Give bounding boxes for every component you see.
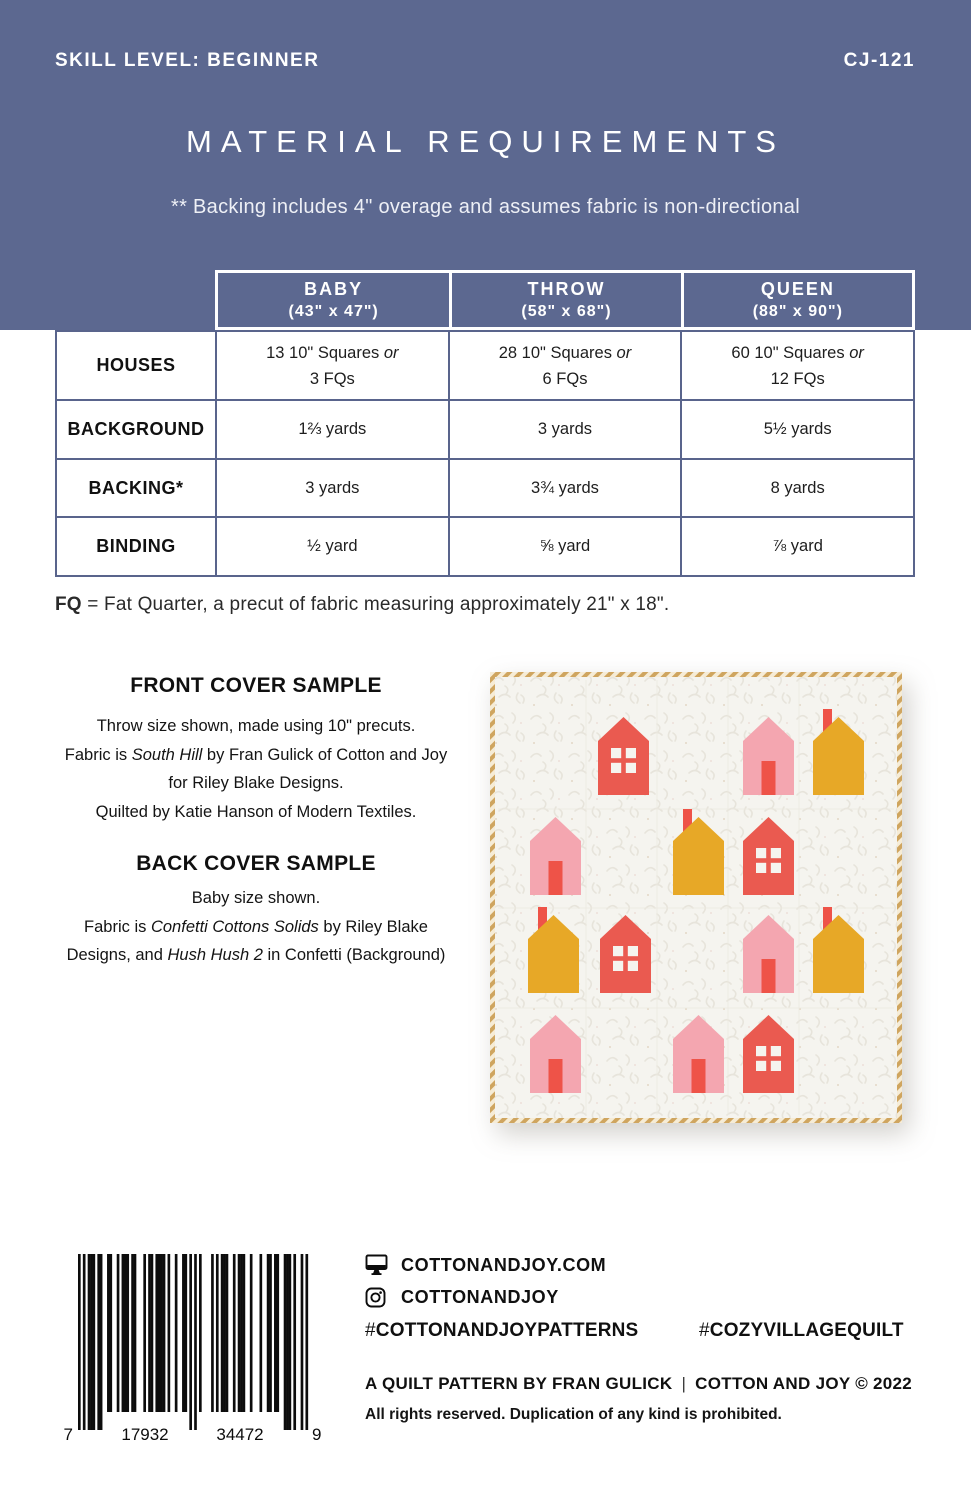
column-name: THROW	[527, 279, 606, 300]
table-row-backing	[56, 459, 914, 517]
column-size: (88" x 90")	[752, 303, 843, 321]
quilt-photo	[490, 672, 902, 1123]
cell-binding-baby: ½ yard	[216, 517, 449, 576]
instagram-row	[365, 1287, 559, 1308]
website-row	[365, 1254, 606, 1276]
cell-backing-baby: 3 yards	[216, 459, 449, 517]
cell-background-throw: 3 yards	[449, 400, 682, 459]
divider: |	[681, 1374, 687, 1393]
front-cover-sample-heading: FRONT COVER SAMPLE	[130, 674, 382, 697]
table-row-background	[56, 400, 914, 459]
cell-background-queen: 5½ yards	[681, 400, 914, 459]
cell-binding-throw: ⅝ yard	[449, 517, 682, 576]
instagram-handle: COTTONANDJOY	[401, 1287, 559, 1307]
barcode-digit-right: 9	[312, 1425, 322, 1444]
column-name: QUEEN	[760, 279, 835, 300]
pattern-code: CJ-121	[843, 50, 915, 71]
skill-level-label: SKILL LEVEL: BEGINNER	[55, 50, 320, 71]
front-cover-sample-text	[30, 712, 482, 826]
hashtag-quilt: #COZYVILLAGEQUILT	[699, 1320, 904, 1341]
sample-line: Designs, and Hush Hush 2 in Confetti (Background)	[66, 946, 446, 964]
size-column-headers	[215, 270, 915, 330]
column-name: BABY	[304, 279, 364, 300]
rights-line: All rights reserved. Duplication of any kind is prohibited.	[365, 1406, 782, 1423]
row-label-background: BACKGROUND	[56, 400, 216, 459]
credit-line: A QUILT PATTERN BY FRAN GULICK | COTTON AND JOY © 2022	[365, 1374, 913, 1393]
cell-background-baby: 1⅔ yards	[216, 400, 449, 459]
sample-line: Fabric is Confetti Cottons Solids by Riley Blake	[84, 917, 428, 936]
row-label-houses: HOUSES	[56, 331, 216, 400]
table-row-binding	[56, 517, 914, 576]
cell-binding-queen: ⅞ yard	[681, 517, 914, 576]
table-row-houses	[56, 331, 914, 400]
hashtag-patterns: #COTTONANDJOYPATTERNS	[365, 1320, 639, 1341]
sample-line: Throw size shown, made using 10" precuts.	[96, 717, 416, 735]
sample-line: Fabric is South Hill by Fran Gulick of Cotton and Joy	[64, 745, 448, 764]
cell-houses-baby: 13 10" Squares or 3 FQs	[216, 331, 449, 400]
material-requirements-table	[55, 330, 915, 577]
column-header-baby	[218, 273, 449, 327]
cell-houses-queen: 60 10" Squares or 12 FQs	[681, 331, 914, 400]
row-label-binding: BINDING	[56, 517, 216, 576]
cell-backing-queen: 8 yards	[681, 459, 914, 517]
header-band	[0, 0, 971, 330]
column-header-throw	[449, 273, 680, 327]
instagram-icon	[365, 1287, 386, 1308]
column-size: (58" x 68")	[521, 303, 612, 321]
sample-line: for Riley Blake Designs.	[168, 774, 344, 792]
barcode-digits-group1: 17932	[121, 1425, 169, 1444]
cell-houses-throw: 28 10" Squares or 6 FQs	[449, 331, 682, 400]
back-cover-sample-text	[30, 884, 482, 970]
fq-definition: FQ = Fat Quarter, a precut of fabric measuring approximately 21" x 18".	[55, 594, 670, 615]
column-header-queen	[681, 273, 912, 327]
website-url: COTTONANDJOY.COM	[401, 1254, 607, 1275]
barcode-bars	[78, 1254, 308, 1430]
upc-barcode	[55, 1250, 345, 1450]
page-title: MATERIAL REQUIREMENTS	[186, 124, 785, 159]
sample-line: Quilted by Katie Hanson of Modern Textiles.	[95, 802, 417, 821]
monitor-icon	[365, 1254, 389, 1276]
barcode-digit-left: 7	[63, 1425, 73, 1444]
back-cover-sample-heading: BACK COVER SAMPLE	[136, 852, 376, 875]
cell-backing-throw: 3¾ yards	[449, 459, 682, 517]
row-label-backing: BACKING*	[56, 459, 216, 517]
column-size: (43" x 47")	[288, 303, 379, 321]
barcode-digits-group2: 34472	[216, 1425, 264, 1444]
sample-line: Baby size shown.	[191, 889, 321, 907]
backing-note: ** Backing includes 4" overage and assumes fabric is non-directional	[171, 196, 800, 218]
